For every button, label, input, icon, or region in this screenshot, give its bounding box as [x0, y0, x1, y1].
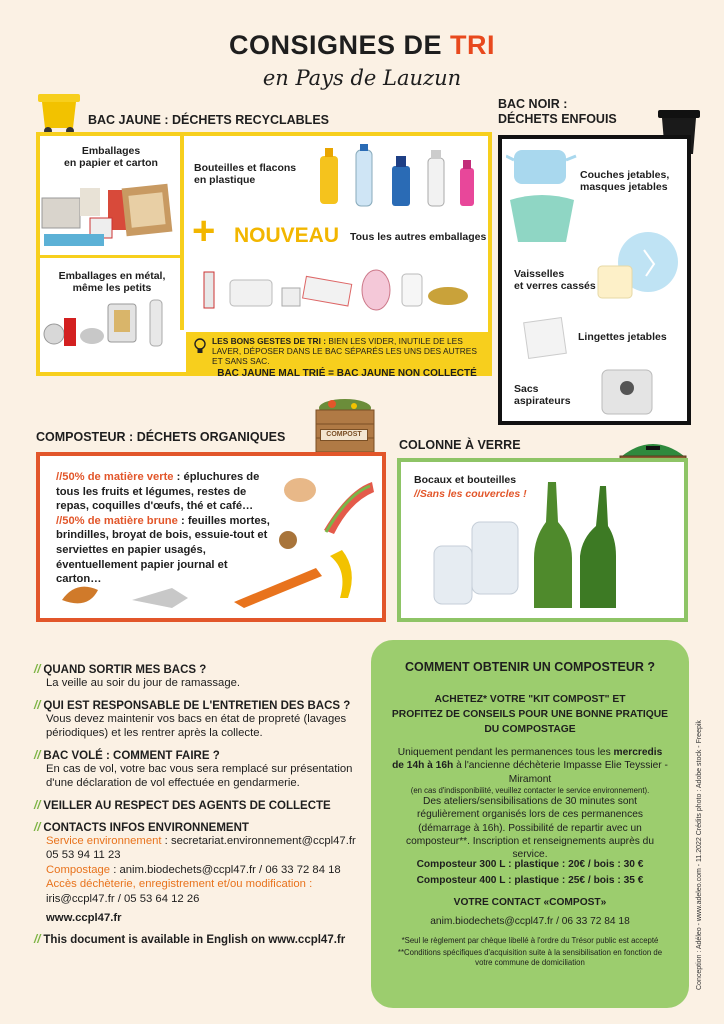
page-title: [0, 30, 724, 61]
yellow-divider-h: [40, 255, 182, 258]
brune-lead: //50% de matière brune: [56, 514, 178, 527]
panel-permanences: Uniquement pendant les permanences tous les mercredis de 14h à 16h à l'ancienne déchèterie Impasse Elie Teyssier - Miramont (en cas d'indisponibilité, veuillez contacter le service environnement).: [392, 747, 668, 795]
credits-vertical: [696, 640, 706, 990]
faq-answer-1: La veille au soir du jour de ramassage.: [46, 677, 241, 689]
website-link[interactable]: www.ccpl47.fr: [46, 912, 122, 924]
bons-gestes-banner: [186, 332, 488, 379]
title-main: CONSIGNES DE: [228, 30, 443, 60]
compost-label: Compostage: [46, 863, 111, 876]
yellow-divider-v: [180, 136, 184, 330]
gestes-lead: LES BONS GESTES DE TRI :: [212, 336, 329, 346]
service-phone: 05 53 94 11 23: [46, 849, 121, 861]
bac-noir-heading-1: BAC NOIR :: [498, 97, 568, 111]
organic-waste-illustration: [48, 470, 382, 618]
autres-emballages-label: Tous les autres emballages: [350, 231, 487, 243]
verte-text: : épluchures de tous les fruits et légumes, restes de repas, coquilles d'œufs, thé et café…: [56, 471, 260, 513]
panel-prices: [391, 857, 669, 889]
bocaux-label: Bocaux et bouteilles: [414, 474, 517, 486]
credits-text: Conception : Adéleo - www.adeleo.com - 11.2022 Crédits photo : Adobe stock - Freepik: [696, 720, 703, 990]
verre-heading: COLONNE À VERRE: [399, 438, 521, 452]
title-accent: TRI: [450, 30, 496, 60]
bouteilles-label: Bouteilles et flacons en plastique: [194, 162, 297, 186]
faq-question-3: // BAC VOLÉ : COMMENT FAIRE ?: [34, 749, 220, 762]
paper-carton-illustration: [40, 178, 178, 250]
panel-ateliers: Des ateliers/sensibilisations de 30 minutes sont régulièrement organisés lors de ces permanences (démarrage à 16h). Possibilité de repartir avec un composteur**. Inscription et renseignements auprès du service.: [405, 796, 655, 861]
couches-label: Couches jetables, masques jetables: [580, 169, 670, 193]
panel-achetez: ACHETEZ* VOTRE "KIT COMPOST" ET PROFITEZ DE CONSEILS POUR UNE BONNE PRATIQUE DU COMPOSTAGE: [391, 694, 669, 735]
glass-jars-bottles-illustration: [430, 482, 616, 612]
diaper-mask-illustration: [506, 142, 578, 246]
panel-note-2: **Conditions spécifiques d'acquisition suite à la sensibilisation en fonction de votre commune de domiciliation: [397, 948, 663, 967]
price-400: Composteur 400 L : plastique : 25€ / bois : 35 €: [416, 875, 644, 886]
compost-crate-label: COMPOST: [320, 429, 368, 441]
yellow-bin-icon: [36, 92, 82, 136]
faq-question-1: // QUAND SORTIR MES BACS ?: [34, 664, 207, 676]
service-value[interactable]: : secretariat.environnement@ccpl47.fr: [161, 834, 356, 847]
service-label: Service environnement: [46, 834, 162, 847]
panel-title: COMMENT OBTENIR UN COMPOSTEUR ?: [405, 660, 655, 674]
panel-contact-value[interactable]: anim.biodechets@ccpl47.fr / 06 33 72 84 18: [430, 916, 630, 927]
panel-contact-title: VOTRE CONTACT «COMPOST»: [453, 897, 607, 908]
sacs-label: Sacs aspirateurs: [514, 383, 571, 407]
broken-dishes-illustration: [594, 230, 686, 304]
faq-section: [34, 664, 364, 946]
compost-crate-icon: [312, 396, 378, 454]
lightbulb-icon: [192, 337, 208, 355]
metal-label: Emballages en métal, même les petits: [58, 270, 166, 294]
faq-answer-2: Vous devez maintenir vos bacs en état de propreté (lavages périodiques) et les rentrer après la collecte.: [46, 712, 347, 739]
faq-answer-3: En cas de vol, votre bac vous sera remplacé sur présentation d'une déclaration de vol effectuée en gendarmerie.: [46, 762, 353, 789]
price-300: Composteur 300 L : plastique : 20€ / bois : 30 €: [416, 859, 644, 870]
compost-value[interactable]: : anim.biodechets@ccpl47.fr / 06 33 72 84 18: [110, 863, 341, 876]
page-subtitle: en Pays de Lauzun: [262, 66, 462, 90]
couvercles-label: //Sans les couvercles !: [414, 488, 527, 500]
nouveau-label: NOUVEAU: [234, 224, 340, 247]
vacuum-bag-illustration: [598, 366, 656, 418]
verte-lead: //50% de matière verte: [56, 471, 174, 483]
bac-noir-heading: [498, 97, 617, 127]
acces-value[interactable]: iris@ccpl47.fr / 05 53 64 12 26: [46, 892, 200, 905]
contacts-block: [46, 834, 364, 926]
brune-text: : feuilles mortes, brindilles, broyat de bois, essuie-tout et serviettes en papier usagés, éventuellement papier journal et carton…: [56, 514, 270, 586]
panel-note-1: *Seul le règlement par chèque libellé à l'ordre du Trésor public est accepté: [401, 936, 659, 945]
other-packaging-illustration: [196, 262, 478, 314]
metal-packaging-illustration: [40, 296, 178, 350]
plastic-bottles-illustration: [316, 142, 480, 210]
faq-question-4: // VEILLER AU RESPECT DES AGENTS DE COLLECTE: [34, 799, 331, 812]
mal-trie-label: BAC JAUNE MAL TRIÉ = BAC JAUNE NON COLLECTÉ: [217, 368, 477, 379]
gestes-text: BIEN LES VIDER, INUTILE DE LES LAVER, DÉPOSER DANS LE BAC SÉPARÉS LES UNS DES AUTRES ET SANS SAC.: [212, 336, 477, 366]
faq-question-2: // QUI EST RESPONSABLE DE L'ENTRETIEN DES BACS ?: [34, 699, 351, 712]
plus-icon: +: [192, 209, 216, 253]
english-note: // This document is available in English on www.ccpl47.fr: [34, 933, 346, 946]
composteur-heading: COMPOSTEUR : DÉCHETS ORGANIQUES: [36, 430, 286, 444]
acces-label: Accès déchèterie, enregistrement et/ou modification :: [46, 878, 313, 890]
bac-jaune-heading: BAC JAUNE : DÉCHETS RECYCLABLES: [88, 113, 329, 127]
vaisselles-label: Vaisselles et verres cassés: [514, 268, 596, 292]
papier-label: Emballages en papier et carton: [64, 145, 158, 169]
wipes-illustration: [520, 314, 572, 364]
bac-noir-heading-2: DÉCHETS ENFOUIS: [498, 112, 617, 126]
faq-question-5: // CONTACTS INFOS ENVIRONNEMENT: [34, 821, 249, 834]
lingettes-label: Lingettes jetables: [578, 331, 667, 343]
